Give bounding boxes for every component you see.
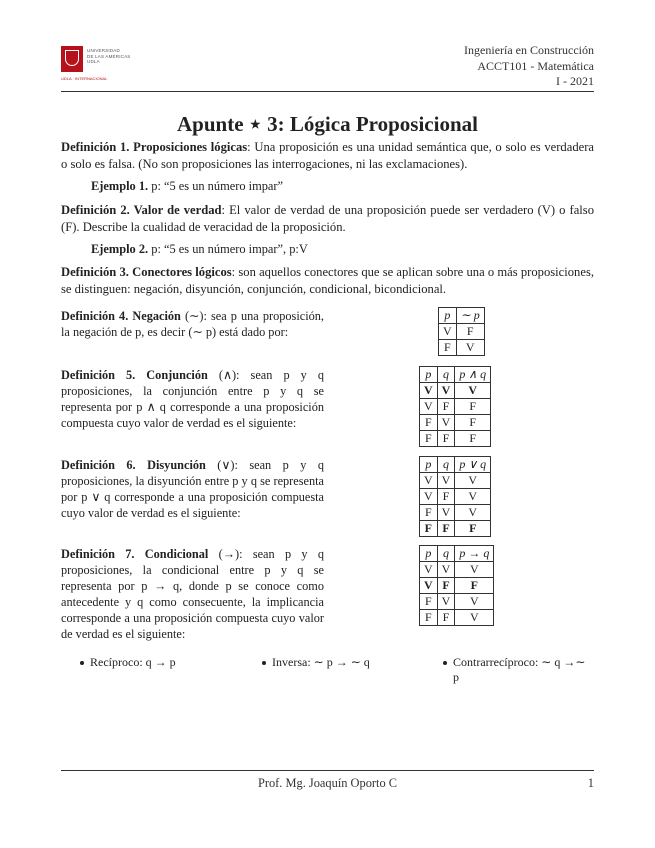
page-title: Apunte ⋆ 3: Lógica Proposicional bbox=[177, 112, 478, 136]
definition-5 bbox=[61, 367, 324, 431]
table-row bbox=[420, 610, 494, 626]
definition-5-label: Definición 5. Conjunción bbox=[61, 368, 208, 382]
definition-4 bbox=[61, 308, 324, 340]
table-cell: V bbox=[455, 594, 494, 610]
header-term: I - 2021 bbox=[556, 74, 594, 88]
table-row bbox=[420, 383, 491, 399]
table-header-cell: p ∧ q bbox=[455, 367, 491, 383]
bullet-contrapositive-text-cont: p bbox=[453, 670, 459, 684]
example-1 bbox=[91, 179, 283, 194]
table-row bbox=[420, 415, 491, 431]
table-header-cell: q bbox=[437, 367, 455, 383]
definition-2-text: : El valor de verdad de una proposición puede ser verdadero (V) o falso (F). Describe la cualidad de veracidad de la proposición. bbox=[61, 203, 594, 234]
header-program: Ingeniería en Construcción bbox=[464, 43, 594, 57]
logo-text bbox=[87, 48, 131, 65]
footer-rule bbox=[61, 770, 594, 771]
table-cell: V bbox=[420, 399, 438, 415]
table-cell: V bbox=[420, 489, 438, 505]
table-cell: V bbox=[420, 562, 438, 578]
table-row bbox=[420, 594, 494, 610]
table-header-row bbox=[420, 457, 491, 473]
definition-4-text: (∼): sea p una proposición, la negación de p, es decir (∼ p) está dado por: bbox=[61, 309, 324, 339]
example-2 bbox=[91, 242, 308, 257]
table-cell: V bbox=[437, 383, 455, 399]
table-row bbox=[439, 324, 485, 340]
truth-table-conditional bbox=[419, 545, 494, 626]
table-cell: F bbox=[437, 578, 455, 594]
example-2-label: Ejemplo 2. bbox=[91, 242, 149, 256]
table-row bbox=[420, 505, 491, 521]
table-cell: F bbox=[420, 415, 438, 431]
definition-6 bbox=[61, 457, 324, 521]
table-header-cell: ∼ p bbox=[456, 308, 484, 324]
table-cell: V bbox=[437, 505, 455, 521]
table-cell: F bbox=[437, 521, 455, 537]
example-1-label: Ejemplo 1. bbox=[91, 179, 149, 193]
definition-2 bbox=[61, 202, 594, 235]
table-cell: F bbox=[420, 594, 438, 610]
bullet-inverse-text: Inversa: ∼ p → ∼ q bbox=[272, 655, 370, 669]
logo-line-2: DE LAS AMÉRICAS bbox=[87, 53, 131, 59]
bullet-inverse bbox=[262, 655, 370, 670]
definition-6-text: (∨): sean p y q proposiciones, la disyunción entre p y q se representa por p ∨ q corresponde a una proposición compuesta cuyo valor de verdad es el siguiente: bbox=[61, 458, 324, 520]
table-cell: V bbox=[420, 473, 438, 489]
table-row bbox=[420, 431, 491, 447]
table-cell: F bbox=[456, 324, 484, 340]
table-cell: V bbox=[456, 340, 484, 356]
table-cell: F bbox=[455, 521, 491, 537]
table-cell: V bbox=[437, 473, 455, 489]
table-row bbox=[420, 521, 491, 537]
definition-6-label: Definición 6. Disyunción bbox=[61, 458, 206, 472]
truth-table-negation bbox=[438, 307, 485, 356]
table-cell: V bbox=[439, 324, 457, 340]
table-header-row bbox=[439, 308, 485, 324]
table-cell: V bbox=[437, 562, 455, 578]
table-row bbox=[420, 578, 494, 594]
bullet-contrapositive bbox=[443, 655, 598, 685]
table-cell: V bbox=[455, 383, 491, 399]
page-number: 1 bbox=[587, 776, 594, 790]
table-header-cell: p bbox=[420, 457, 438, 473]
header-info bbox=[464, 43, 594, 90]
bullet-contrapositive-text: Contrarrecíproco: ∼ q →∼ bbox=[453, 655, 586, 669]
table-cell: V bbox=[437, 415, 455, 431]
bullet-reciprocal bbox=[80, 655, 176, 670]
table-cell: F bbox=[420, 431, 438, 447]
table-cell: F bbox=[437, 399, 455, 415]
table-header-cell: q bbox=[437, 546, 455, 562]
bullet-icon bbox=[80, 661, 84, 665]
header-course: ACCT101 - Matemática bbox=[477, 58, 594, 73]
table-header-cell: p bbox=[420, 367, 438, 383]
table-cell: V bbox=[455, 473, 491, 489]
table-cell: V bbox=[420, 383, 438, 399]
table-cell: V bbox=[455, 505, 491, 521]
table-header-cell: p ∨ q bbox=[455, 457, 491, 473]
logo-line-1: UNIVERSIDAD bbox=[87, 48, 120, 53]
table-header-cell: q bbox=[437, 457, 455, 473]
definition-1 bbox=[61, 139, 594, 172]
table-row bbox=[420, 399, 491, 415]
table-header-row bbox=[420, 367, 491, 383]
definition-7-label: Definición 7. Condicional bbox=[61, 547, 209, 561]
definition-5-text: (∧): sean p y q proposiciones, la conjunción entre p y q se representa por p ∧ q corresponde a una proposición compuesta cuyo valor de verdad es el siguiente: bbox=[61, 368, 324, 430]
table-cell: F bbox=[455, 578, 494, 594]
table-header-cell: p bbox=[439, 308, 457, 324]
definition-7-text: (→): sean p y q proposiciones, la condicional entre p y q se representa por p → q, donde p se conoce como antecedente y q como consecuente, la implicancia corresponde a una proposición compuesta cuyo valor de verdad es el siguiente: bbox=[61, 547, 324, 641]
definition-3-label: Definición 3. Conectores lógicos bbox=[61, 265, 232, 279]
table-cell: F bbox=[437, 431, 455, 447]
table-row bbox=[439, 340, 485, 356]
definition-3-text: : son aquellos conectores que se aplican sobre una o más proposiciones, se distinguen: negación, disyunción, conjunción, condicional, bicondicional. bbox=[61, 265, 594, 296]
table-row bbox=[420, 489, 491, 505]
table-cell: V bbox=[455, 562, 494, 578]
definition-7 bbox=[61, 546, 324, 642]
footer-author: Prof. Mg. Joaquín Oporto C bbox=[257, 776, 398, 790]
truth-table-disjunction bbox=[419, 456, 491, 537]
table-cell: F bbox=[420, 521, 438, 537]
table-cell: F bbox=[455, 431, 491, 447]
table-cell: V bbox=[437, 594, 455, 610]
table-row bbox=[420, 473, 491, 489]
definition-3 bbox=[61, 264, 594, 297]
table-cell: F bbox=[420, 505, 438, 521]
table-cell: F bbox=[420, 610, 438, 626]
bullet-icon bbox=[262, 661, 266, 665]
logo-subtitle: UDLA · INTERNACIONAL bbox=[61, 76, 108, 81]
definition-4-label: Definición 4. Negación bbox=[61, 309, 181, 323]
table-cell: F bbox=[439, 340, 457, 356]
logo-line-3: UDLA bbox=[87, 59, 100, 64]
table-cell: V bbox=[455, 610, 494, 626]
table-cell: V bbox=[455, 489, 491, 505]
table-header-row bbox=[420, 546, 494, 562]
shield-logo-icon bbox=[61, 46, 83, 72]
example-2-text: p: “5 es un número impar”, p:V bbox=[151, 242, 308, 256]
bullet-icon bbox=[443, 661, 447, 665]
example-1-text: p: “5 es un número impar” bbox=[151, 179, 284, 193]
table-cell: F bbox=[437, 610, 455, 626]
bullet-reciprocal-text: Recíproco: q → p bbox=[90, 655, 176, 669]
definition-2-label: Definición 2. Valor de verdad bbox=[61, 203, 222, 217]
truth-table-conjunction bbox=[419, 366, 491, 447]
header-rule bbox=[61, 91, 594, 92]
table-header-cell: p → q bbox=[455, 546, 494, 562]
table-cell: F bbox=[455, 415, 491, 431]
table-cell: V bbox=[420, 578, 438, 594]
table-row bbox=[420, 562, 494, 578]
definition-1-text: : Una proposición es una unidad semántica que, o solo es verdadera o solo es falsa. (No son proposiciones las interrogaciones, ni las exclamaciones). bbox=[61, 140, 594, 171]
table-cell: F bbox=[455, 399, 491, 415]
university-logo bbox=[61, 46, 131, 82]
table-cell: F bbox=[437, 489, 455, 505]
table-header-cell: p bbox=[420, 546, 438, 562]
definition-1-label: Definición 1. Proposiciones lógicas bbox=[61, 140, 248, 154]
